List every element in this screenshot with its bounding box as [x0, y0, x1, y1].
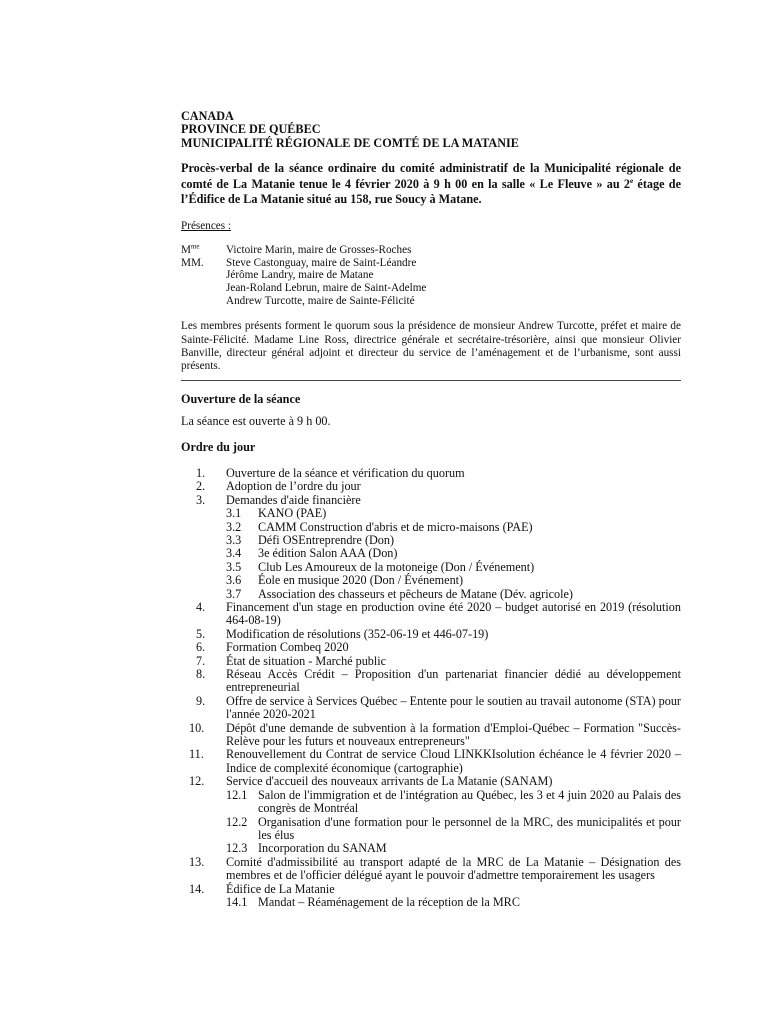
document-page [181, 110, 681, 909]
agenda-item-text: Formation Combeq 2020 [226, 640, 349, 655]
agenda-subitem [226, 534, 681, 547]
intro-part1: Procès-verbal de la séance ordinaire du comité administratif de la Municipalité régionale de comté de La Matanie tenue le 4 février 2020 à 9 h 00 en la salle « Le Fleuve » au 2 [181, 161, 681, 191]
agenda-item-number: 6. [196, 640, 206, 655]
agenda-item [181, 467, 681, 480]
agenda-item [181, 722, 681, 749]
agenda-subitem-number: 3.3 [226, 532, 242, 547]
header-country: CANADA [181, 109, 234, 123]
agenda-item-text: Service d'accueil des nouveaux arrivants de La Matanie (SANAM) [226, 774, 553, 789]
member-title: $M^{me}$ [181, 242, 200, 257]
agenda-item [181, 480, 681, 493]
agenda-subitem [226, 896, 681, 909]
agenda-subitem-number: 12.1 [226, 787, 248, 802]
agenda-item [181, 748, 681, 775]
member-name: Victoire Marin, maire de Grosses-Roches [226, 244, 412, 257]
agenda-item-number: 8. [196, 667, 206, 682]
agenda-subitem-text: Défi OSEntreprendre (Don) [258, 532, 395, 547]
member-row [181, 257, 681, 270]
member-name: Andrew Turcotte, maire de Sainte-Félicité [226, 294, 415, 307]
agenda-item-number: 14. [189, 881, 205, 896]
agenda-subitem-text: KANO (PAE) [258, 506, 327, 521]
agenda-item-number: 2. [196, 479, 206, 494]
agenda-subitem [226, 521, 681, 534]
agenda-item-number: 5. [196, 626, 206, 641]
agenda-item-text: Réseau Accès Crédit – Proposition d'un partenariat financier dédié au développement entrepreneurial [226, 667, 681, 695]
members-list [181, 244, 681, 307]
agenda-item [181, 641, 681, 654]
agenda-item-number: 11. [189, 747, 204, 762]
agenda-subitem-number: 3.5 [226, 559, 242, 574]
agenda-subitem [226, 842, 681, 855]
member-name: Jean-Roland Lebrun, maire de Saint-Adelme [226, 281, 427, 294]
agenda-subitem-text: Association des chasseurs et pêcheurs de Matane (Dév. agricole) [258, 586, 573, 601]
agenda-item [181, 628, 681, 641]
member-row [181, 295, 681, 308]
agenda-item [181, 775, 681, 855]
agenda-subitem [226, 547, 681, 560]
agenda-subitem-text: Éole en musique 2020 (Don / Événement) [258, 573, 464, 588]
quorum-paragraph: Les membres présents forment le quorum sous la présidence de monsieur Andrew Turcotte, préfet et maire de Sainte-Félicité. Madame Line Ross, directrice générale et secrétaire-trésorière, ainsi que monsieur Olivier Banville, directeur général adjoint et directeur du service de l’aménagement et de l’urbanisme, sont aussi présents. [181, 320, 681, 373]
agenda-subitem-number: 3.2 [226, 519, 242, 534]
agenda-item-number: 10. [189, 720, 205, 735]
agenda-item-number: 4. [196, 600, 206, 614]
agenda-item-text: Édifice de La Matanie [226, 881, 335, 896]
member-title [181, 269, 226, 282]
agenda-item [181, 601, 681, 628]
agenda-item-number: 1. [196, 465, 206, 480]
agenda-item-text: Modification de résolutions (352-06-19 et 446-07-19) [226, 626, 489, 641]
member-title [181, 295, 226, 308]
agenda-subitem-text: Incorporation du SANAM [258, 841, 387, 856]
agenda-subitem-text: Club Les Amoureux de la motoneige (Don / Événement) [258, 559, 535, 574]
agenda-subitem-text: Mandat – Réaménagement de la réception de la MRC [258, 894, 520, 909]
agenda-subitem-number: 12.2 [226, 814, 248, 829]
agenda-subitem-text: Salon de l'immigration et de l'intégration au Québec, les 3 et 4 juin 2020 au Palais des congrès de Montréal [258, 787, 681, 816]
agenda-subitem [226, 574, 681, 587]
agenda-subitem [226, 588, 681, 601]
agenda-item-text: Demandes d'aide financière [226, 492, 361, 507]
agenda-item-text: Comité d'admissibilité au transport adapté de la MRC de La Matanie – Désignation des membres et de l'officier délégué ayant le pouvoir d'admettre temporairement les usagers [226, 854, 681, 883]
agenda-item [181, 695, 681, 722]
member-row [181, 244, 681, 257]
presences-label: Présences : [181, 219, 232, 232]
minutes-intro [181, 161, 681, 208]
agenda-item [181, 494, 681, 601]
ouverture-title: Ouverture de la séance [181, 391, 301, 406]
agenda-item-text: Financement d'un stage en production ovine été 2020 – budget autorisé en 2019 (résolution 464-08-19) [226, 600, 681, 628]
agenda-item [181, 668, 681, 695]
intro-sup: e [630, 176, 634, 185]
agenda-item-text: État de situation - Marché public [226, 653, 387, 668]
agenda-item [181, 883, 681, 910]
header-province: PROVINCE DE QUÉBEC [181, 122, 321, 137]
agenda-item-text: Renouvellement du Contrat de service Cloud LINKKIsolution échéance le 4 février 2020 – Indice de complexité économique (cartographie) [226, 747, 681, 775]
agenda-subitem-number: 3.6 [226, 573, 242, 588]
agenda-subitem-text: 3e édition Salon AAA (Don) [258, 546, 398, 561]
member-row [181, 269, 681, 282]
agenda-subitem [226, 816, 681, 843]
agenda-subitem-text: CAMM Construction d'abris et de micro-maisons (PAE) [258, 519, 533, 534]
agenda-item-number: 3. [196, 492, 206, 507]
agenda-subitem-number: 12.3 [226, 841, 248, 856]
agenda-item-number: 13. [189, 854, 205, 869]
header-block [181, 110, 681, 150]
agenda-item [181, 655, 681, 668]
member-name: Steve Castonguay, maire de Saint-Léandre [226, 256, 417, 269]
agenda-item-number: 7. [196, 653, 206, 668]
ordre-du-jour-title: Ordre du jour [181, 439, 256, 454]
intro-part2: étage de l’Édifice de La Matanie situé au 158, rue Soucy à Matane. [181, 176, 681, 207]
agenda-item-text: Ouverture de la séance et vérification du quorum [226, 465, 465, 480]
agenda-subitem [226, 789, 681, 816]
member-name: Jérôme Landry, maire de Matane [226, 269, 374, 282]
member-title [181, 282, 226, 295]
agenda-subitem-number: 14.1 [226, 894, 248, 909]
member-title-sup: me [190, 242, 200, 251]
agenda-subitem [226, 507, 681, 520]
agenda-item-text: Dépôt d'une demande de subvention à la formation d'Emploi-Québec – Formation "Succès-Relève pour les futurs et nouveaux entrepreneurs" [226, 720, 681, 749]
ouverture-text: La séance est ouverte à 9 h 00. [181, 414, 331, 429]
agenda-list [181, 467, 681, 909]
agenda-subitem-number: 3.7 [226, 586, 242, 601]
agenda-subitem-text: Organisation d'une formation pour le personnel de la MRC, des municipalités et pour les élus [258, 814, 681, 842]
agenda-item-text: Offre de service à Services Québec – Entente pour le soutien au travail autonome (STA) pour l'année 2020-2021 [226, 693, 681, 722]
member-title: MM. [181, 256, 204, 269]
agenda-item [181, 856, 681, 883]
member-row [181, 282, 681, 295]
agenda-subitem-number: 3.4 [226, 546, 242, 561]
agenda-subitem [226, 561, 681, 574]
agenda-item-number: 12. [189, 774, 205, 789]
header-mrc: MUNICIPALITÉ RÉGIONALE DE COMTÉ DE LA MATANIE [181, 135, 519, 150]
agenda-item-number: 9. [196, 693, 206, 708]
section-divider [181, 380, 681, 381]
agenda-subitem-number: 3.1 [226, 506, 242, 521]
agenda-item-text: Adoption de l’ordre du jour [226, 479, 361, 494]
